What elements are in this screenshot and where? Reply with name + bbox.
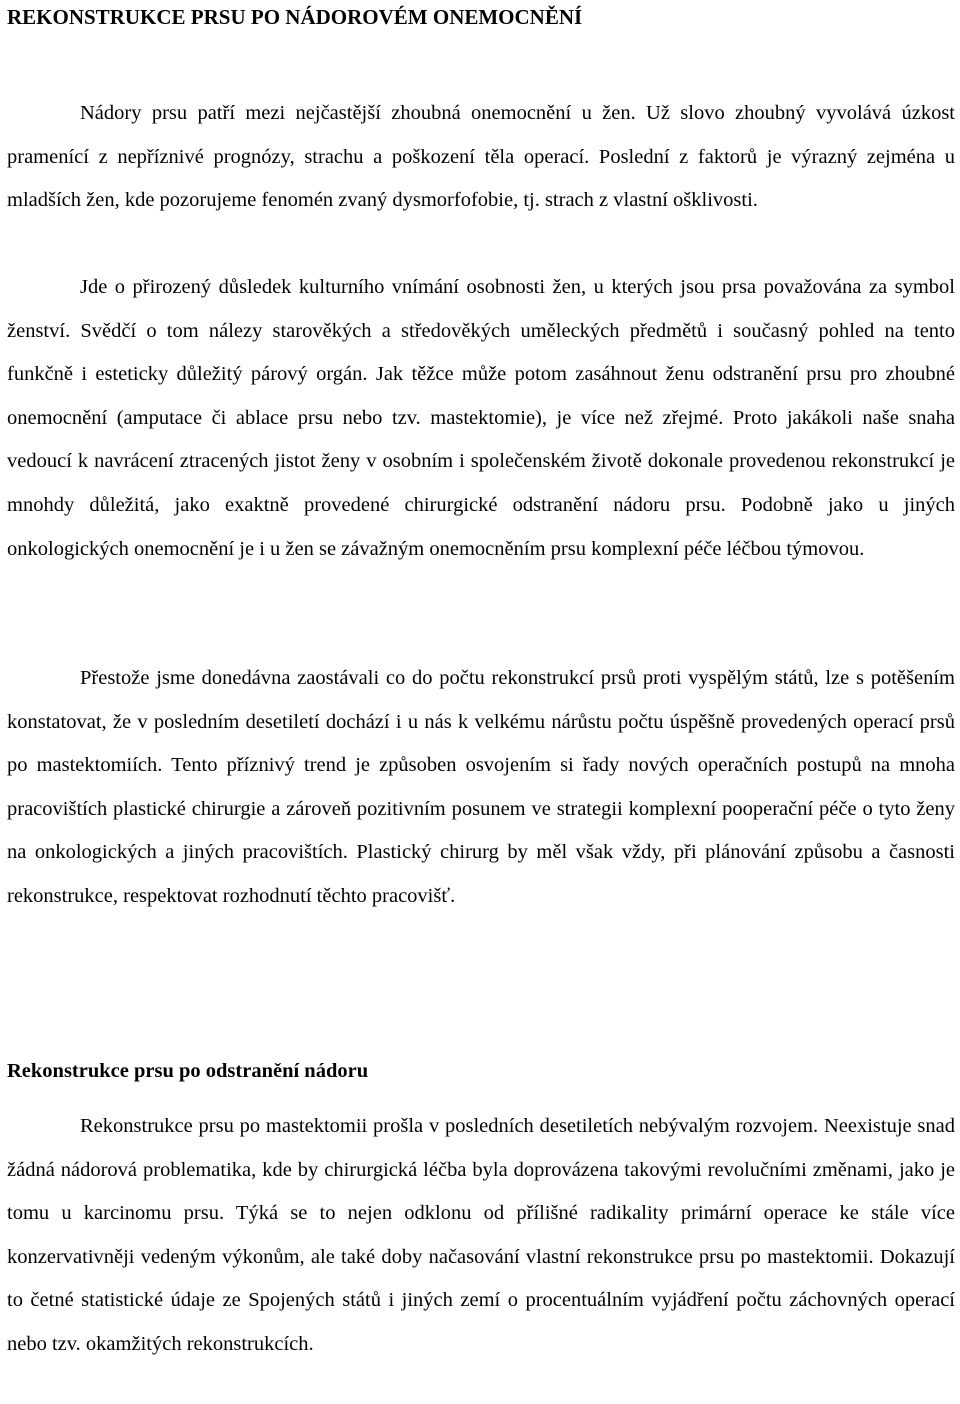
paragraph-intro: Nádory prsu patří mezi nejčastější zhoubná onemocnění u žen. Už slovo zhoubný vyvolává úzkost pramenící z nepříznivé prognózy, strachu a poškození těla operací. Poslední z faktorů je výrazný zejména u mladších žen, kde pozorujeme fenomén zvaný dysmorfofobie, tj. strach z vlastní ošklivosti. — [7, 102, 955, 212]
document-title: REKONSTRUKCE PRSU PO NÁDOROVÉM ONEMOCNĚNÍ — [7, 5, 583, 29]
paragraph-cultural-perception: Jde o přirozený důsledek kulturního vnímání osobnosti žen, u kterých jsou prsa považována za symbol ženství. Svědčí o tom nálezy starověkých a středověkých uměleckých předmětů i současný pohled na tento funkčně i esteticky důležitý párový orgán. Jak těžce může potom zasáhnout ženu odstranění prsu pro zhoubné onemocnění (amputace či ablace prsu nebo tzv. mastektomie), je více než zřejmé. Proto jakákoli naše snaha vedoucí k navrácení ztracených jistot ženy v osobním i společenském životě dokonale provedenou rekonstrukcí je mnohdy důležitá, jako exaktně provedené chirurgické odstranění nádoru prsu. Podobně jako u jiných onkologických onemocnění je i u žen se závažným onemocněním prsu komplexní péče léčbou týmovou. — [7, 276, 955, 560]
section-paragraph: Rekonstrukce prsu po mastektomii prošla v posledních desetiletích nebývalým rozvojem. Neexistuje snad žádná nádorová problematika, kde by chirurgická léčba byla doprovázena takovými revolučními změnami, jako je tomu u karcinomu prsu. Týká se to nejen odklonu od přílišné radikality primární operace ke stále více konzervativněji vedeným výkonům, ale také doby načasování vlastní rekonstrukce prsu po mastektomii. Dokazují to četné statistické údaje ze Spojených států i jiných zemí o procentuálním vyjádření počtu záchovných operací nebo tzv. okamžitých rekonstrukcích. — [7, 1115, 955, 1355]
section-heading: Rekonstrukce prsu po odstranění nádoru — [7, 1060, 369, 1082]
paragraph-reconstruction-trend: Přestože jsme donedávna zaostávali co do počtu rekonstrukcí prsů proti vyspělým států, lze s potěšením konstatovat, že v posledním desetiletí dochází i u nás k velkému nárůstu počtu úspěšně provedených operací prsů po mastektomiích. Tento příznivý trend je způsoben osvojením si řady nových operačních postupů na mnoha pracovištích plastické chirurgie a zároveň pozitivním posunem ve strategii komplexní pooperační péče o tyto ženy na onkologických a jiných pracovištích. Plastický chirurg by měl však vždy, při plánování způsobu a časnosti rekonstrukce, respektovat rozhodnutí těchto pracovišť. — [7, 667, 955, 907]
